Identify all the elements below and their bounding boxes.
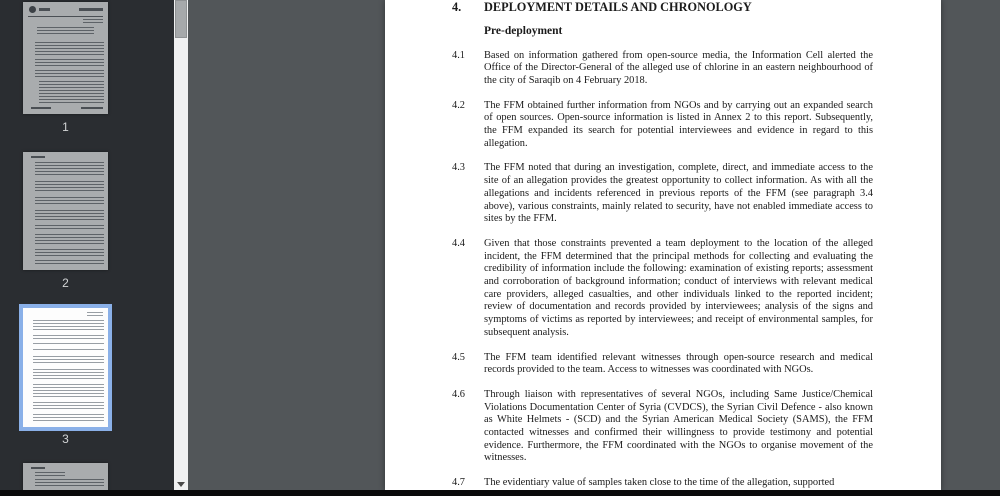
page-number-label: 2	[62, 276, 69, 290]
paragraph-text: The FFM noted that during an investigation, complete, direct, and immediate access to the site of an allegation provides the greatest opportunity to collect information. As with all the allegations and incidents referenced in previous reports of the FFM (see paragraph 3.4 above), various constraints, mainly related to security, have not enabled immediate access to sites by the FFM.	[484, 162, 873, 225]
thumb-text-block	[35, 225, 104, 230]
paragraph-text: Based on information gathered from open-source media, the Information Cell alerted the Office of the Director-General of the alleged use of chlorine in an eastern neighbourhood of the city of Saraqib on 4 February 2018.	[484, 49, 873, 86]
paragraph-number: 4.3	[452, 162, 465, 174]
thumb-header-text	[31, 467, 45, 469]
paragraph-text: Given that those constraints prevented a team deployment to the location of the alleged incident, the FFM determined that the principal methods for collecting and evaluating the credibility of information include the following: examination of existing reports; assessment and corroboration of background information; conduct of interviews with relevant medical care providers, alleged casualties, and other individuals linked to the reported incident; review of documentation and records provided by interviewees; analysis of the signs and symptoms of victims as reported by interviewees; and receipt of environmental samples, for subsequent analysis.	[484, 237, 873, 338]
thumb-text-block	[33, 356, 104, 365]
thumb-footer-text	[31, 107, 51, 109]
section-number: 4.	[452, 0, 462, 14]
scroll-down-button[interactable]	[174, 477, 188, 490]
thumb-text-block	[33, 349, 104, 352]
page-thumbnail-2[interactable]	[23, 152, 108, 270]
paragraph-number: 4.6	[452, 388, 465, 400]
paragraph	[452, 50, 873, 88]
thumb-text-block	[35, 234, 104, 245]
document-view-area	[188, 0, 1000, 496]
paragraph-text: The FFM obtained further information from NGOs and by carrying out an expanded search of open sources. Open-source information is listed in Annex 2 to this report. Subsequently, the FFM expanded its search for potential interviewees and evidence in regard to this allegation.	[484, 99, 873, 149]
chevron-down-icon	[177, 482, 185, 487]
thumb-footer-text	[81, 107, 103, 109]
paragraph-number: 4.1	[452, 49, 465, 61]
paragraph	[452, 162, 873, 226]
page-thumbnail-3-selected[interactable]	[19, 304, 112, 431]
page-thumbnail-1[interactable]	[23, 2, 108, 114]
paragraph	[452, 100, 873, 151]
paragraph-number: 4.7	[452, 477, 465, 489]
thumb-title-block	[37, 27, 94, 36]
thumb-text-block	[35, 181, 104, 192]
paragraph-number: 4.2	[452, 99, 465, 111]
page-number-label: 3	[62, 432, 69, 446]
thumb-text-block	[35, 42, 104, 56]
thumb-header-text	[39, 8, 50, 11]
thumb-text-block	[33, 343, 104, 346]
thumb-text-block	[33, 402, 104, 411]
thumb-text-block	[33, 414, 104, 422]
sidebar-scrollbar-track[interactable]	[174, 0, 188, 496]
thumb-text-block	[35, 210, 104, 221]
thumb-text-block	[35, 479, 104, 487]
thumb-text-block	[83, 19, 103, 24]
thumbnail-sidebar	[0, 0, 174, 496]
thumb-text-block	[35, 59, 104, 67]
paragraph	[452, 477, 873, 490]
bottom-black-bar	[0, 490, 1000, 496]
section-title: DEPLOYMENT DETAILS AND CHRONOLOGY	[484, 0, 752, 14]
page-number-label: 1	[62, 120, 69, 134]
paragraph-text: The FFM team identified relevant witnesses through open-source research and medical records provided to the team. Access to witnesses was coordinated with NGOs.	[484, 351, 873, 376]
thumb-text-block	[33, 369, 104, 380]
paragraph	[452, 352, 873, 377]
thumb-text-block	[35, 197, 104, 205]
thumb-header-text	[87, 312, 103, 317]
thumb-text-block	[33, 384, 104, 398]
thumb-rule	[28, 16, 103, 17]
thumb-text-block	[35, 70, 104, 78]
subsection-heading: Pre-deployment	[484, 24, 563, 37]
sidebar-scrollbar-thumb[interactable]	[175, 0, 187, 38]
thumb-text-block	[35, 472, 65, 476]
thumb-text-block	[35, 249, 104, 257]
paragraph-text: Through liaison with representatives of several NGOs, including Same Justice/Chemical Violations Documentation Center of Syria (CVDCS), the Syrian Civil Defence - also known as White Helmets - (SCD) and the Syrian American Medical Society (SAMS), the FFM contacted witnesses and confirmed their willingness to provide testimony and potential evidence. Furthermore, the FFM coordinated with the NGOs to organise movement of the witnesses.	[484, 388, 873, 464]
section-heading	[452, 1, 873, 15]
thumb-text-block	[35, 162, 104, 176]
thumb-text-block	[39, 81, 104, 103]
paragraph-number: 4.4	[452, 237, 465, 249]
thumb-header-text	[31, 156, 45, 158]
page-content	[385, 0, 941, 490]
thumb-text-block	[33, 320, 104, 331]
thumb-header-text	[79, 8, 103, 11]
paragraph-number: 4.5	[452, 351, 465, 363]
paragraph	[452, 389, 873, 465]
paragraph-text: The evidentiary value of samples taken close to the time of the allegation, supported	[484, 477, 835, 489]
opcw-logo-icon	[29, 6, 36, 13]
paragraph	[452, 238, 873, 340]
thumb-text-block	[33, 335, 104, 340]
pdf-page	[385, 0, 941, 491]
thumb-text-block	[35, 260, 104, 266]
